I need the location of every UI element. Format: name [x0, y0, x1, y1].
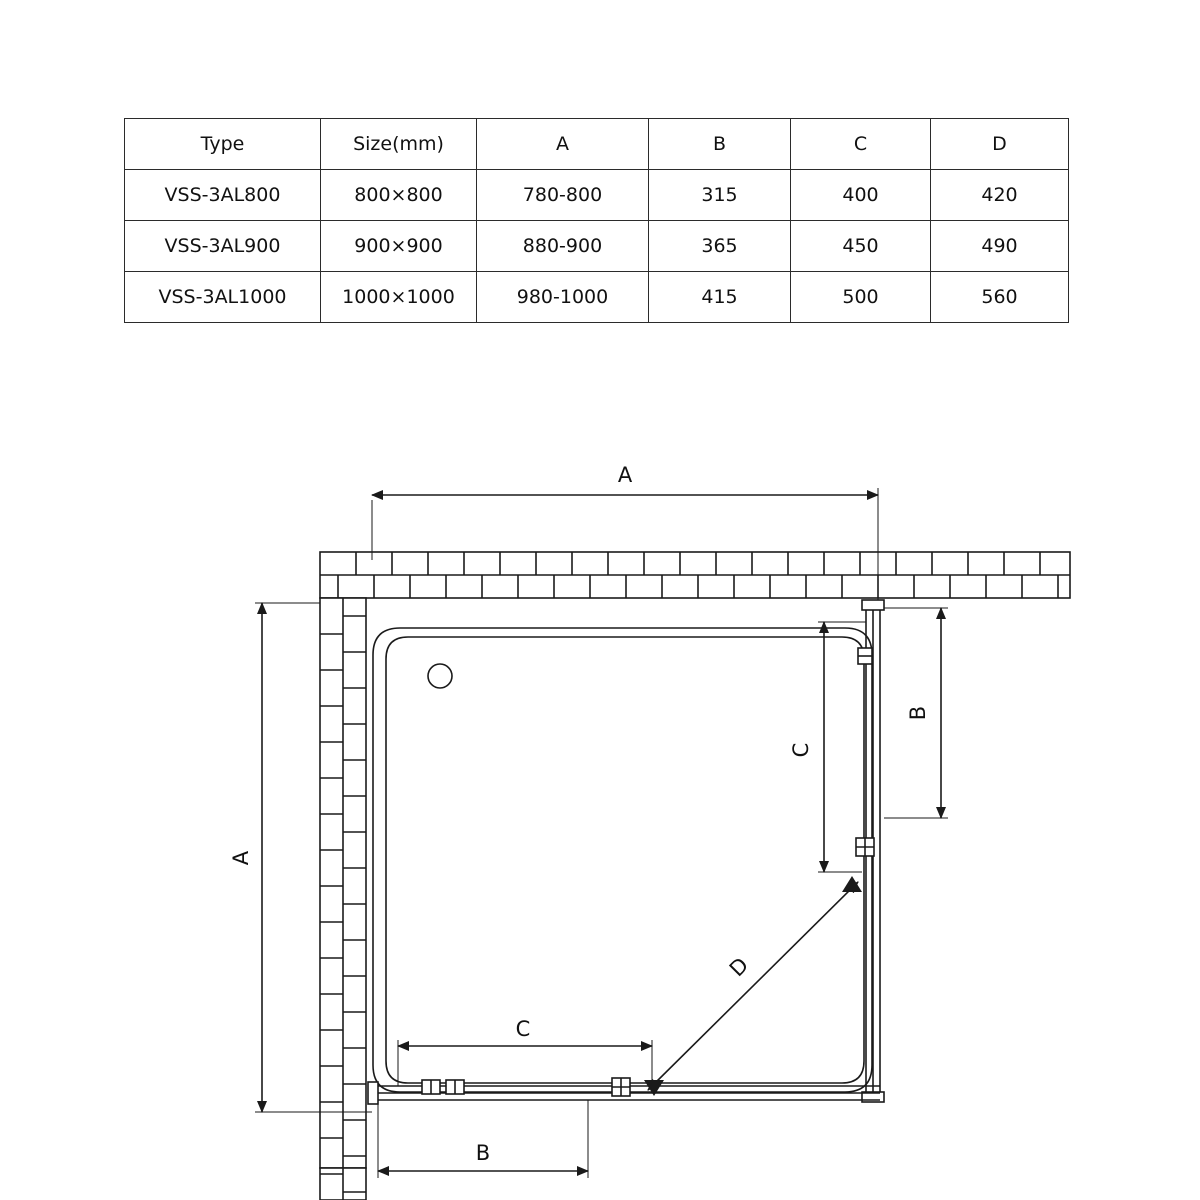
cell-c: 450 — [791, 221, 931, 272]
cell-c: 500 — [791, 272, 931, 323]
dimension-c-vertical — [789, 622, 866, 872]
left-wall-hatching — [320, 598, 366, 1168]
dim-label-d: D — [724, 952, 754, 982]
table-row — [125, 170, 1069, 221]
cell-type: VSS-3AL900 — [125, 221, 321, 272]
cell-b: 315 — [649, 170, 791, 221]
cell-d: 560 — [931, 272, 1069, 323]
cell-b: 365 — [649, 221, 791, 272]
table-row — [125, 221, 1069, 272]
spec-table — [124, 118, 1069, 323]
dimension-b-bottom — [378, 1100, 588, 1178]
left-wall-bottom-extension — [320, 1168, 366, 1200]
cell-c: 400 — [791, 170, 931, 221]
dimension-c-horizontal — [398, 1017, 652, 1086]
header-c: C — [791, 119, 931, 170]
cell-size: 900×900 — [321, 221, 477, 272]
dim-label-b-bottom: B — [475, 1141, 491, 1165]
dim-label-c-horizontal: C — [515, 1017, 531, 1041]
cell-a: 780-800 — [477, 170, 649, 221]
dim-label-a-left: A — [229, 850, 253, 866]
cell-size: 800×800 — [321, 170, 477, 221]
header-b: B — [649, 119, 791, 170]
cell-d: 490 — [931, 221, 1069, 272]
dim-label-a-top: A — [617, 463, 633, 487]
header-a: A — [477, 119, 649, 170]
header-type: Type — [125, 119, 321, 170]
cell-size: 1000×1000 — [321, 272, 477, 323]
dimension-b-right — [884, 608, 948, 818]
cell-d: 420 — [931, 170, 1069, 221]
cell-type: VSS-3AL1000 — [125, 272, 321, 323]
cell-type: VSS-3AL800 — [125, 170, 321, 221]
dimension-d-diagonal — [725, 953, 753, 981]
spec-table-container — [124, 118, 1068, 323]
table-header-row — [125, 119, 1069, 170]
cell-b: 415 — [649, 272, 791, 323]
shower-enclosure-plan-drawing — [0, 400, 1200, 1200]
dim-label-b-right: B — [906, 705, 930, 721]
top-wall-hatching — [320, 552, 1070, 598]
table-row — [125, 272, 1069, 323]
shower-tray-outline — [373, 628, 872, 1092]
cell-a: 980-1000 — [477, 272, 649, 323]
door-opening-diagonal — [644, 876, 862, 1096]
drain-icon — [428, 664, 452, 688]
header-d: D — [931, 119, 1069, 170]
header-size: Size(mm) — [321, 119, 477, 170]
dim-label-c-vertical: C — [789, 742, 813, 758]
cell-a: 880-900 — [477, 221, 649, 272]
